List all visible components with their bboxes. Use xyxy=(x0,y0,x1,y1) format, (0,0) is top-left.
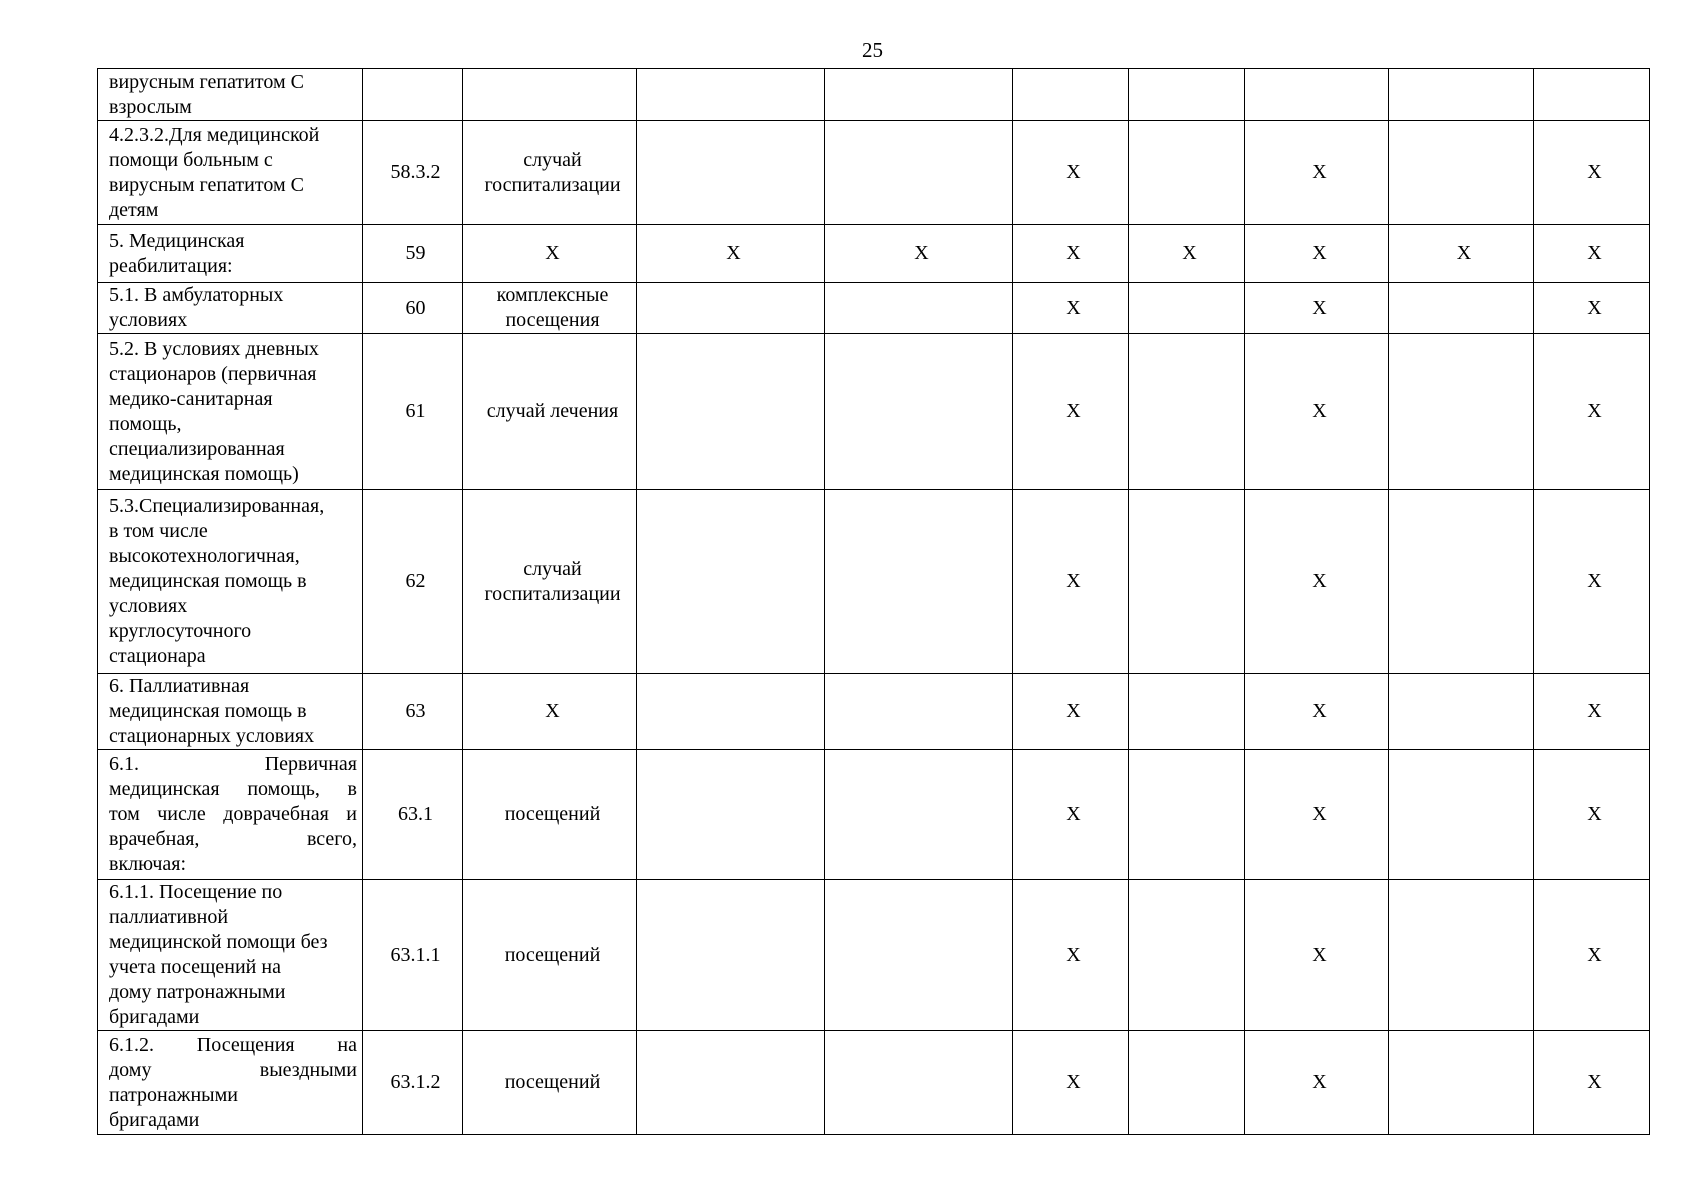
row-unit-cell xyxy=(463,674,637,750)
row-name-line: в том числе xyxy=(109,520,208,542)
row-code-cell xyxy=(363,69,463,121)
row-name-line: помощи больным с xyxy=(109,148,273,171)
data-table xyxy=(97,68,1650,1135)
row-name-line: 6. Паллиативная xyxy=(109,675,250,697)
row-value-cell: X xyxy=(1534,1031,1650,1135)
table-row xyxy=(98,283,1650,334)
row-code-cell: 61 xyxy=(363,334,463,490)
row-value-cell xyxy=(1129,283,1245,334)
row-value-cell: X xyxy=(1013,674,1129,750)
row-name-line: стационара xyxy=(109,645,206,667)
row-value-cell xyxy=(1129,69,1245,121)
row-value-cell xyxy=(825,880,1013,1031)
table-row xyxy=(98,1031,1650,1135)
row-unit-line: случай xyxy=(523,557,582,580)
row-value-cell: X xyxy=(1013,225,1129,283)
row-value-cell: X xyxy=(1534,750,1650,880)
row-value-cell: X xyxy=(1534,283,1650,334)
row-unit-line: госпитализации xyxy=(484,582,621,605)
table-row xyxy=(98,750,1650,880)
row-unit-line: госпитализации xyxy=(484,173,621,196)
row-name-line: медико-санитарная xyxy=(109,387,273,410)
row-name-line: 6.1.2. Посещения на xyxy=(109,1033,357,1056)
row-unit-cell xyxy=(463,490,637,674)
row-name-line: медицинская помощь в xyxy=(109,570,307,592)
row-value-cell xyxy=(825,334,1013,490)
row-value-cell: X xyxy=(1534,674,1650,750)
row-name-line: том числе доврачебная и xyxy=(109,803,357,825)
row-name-line: бригадами xyxy=(109,1108,200,1131)
row-unit-cell xyxy=(463,334,637,490)
row-value-cell xyxy=(1389,121,1534,225)
row-value-cell: X xyxy=(1534,121,1650,225)
row-value-cell: X xyxy=(1245,490,1389,674)
row-value-cell xyxy=(825,1031,1013,1135)
row-value-cell xyxy=(825,69,1013,121)
row-name-line: вирусным гепатитом С xyxy=(109,173,304,196)
row-value-cell xyxy=(825,490,1013,674)
row-name-cell xyxy=(98,750,363,880)
row-name-line: взрослым xyxy=(109,95,192,118)
row-value-cell: X xyxy=(1245,674,1389,750)
row-value-cell: X xyxy=(1129,225,1245,283)
row-name-line: 5.1. В амбулаторных xyxy=(109,284,284,306)
row-name-cell xyxy=(98,490,363,674)
row-name-line: круглосуточного xyxy=(109,620,252,642)
row-value-cell xyxy=(1389,880,1534,1031)
row-value-cell xyxy=(825,750,1013,880)
row-value-cell xyxy=(1245,69,1389,121)
row-value-cell: X xyxy=(825,225,1013,283)
row-name-cell xyxy=(98,121,363,225)
row-name-line: условиях xyxy=(109,309,188,331)
row-name-cell xyxy=(98,880,363,1031)
table-row xyxy=(98,69,1650,121)
row-name-line: стационаров (первичная xyxy=(109,362,317,385)
row-unit-line: X xyxy=(545,700,560,722)
row-name-line: бригадами xyxy=(109,1006,200,1028)
row-value-cell: X xyxy=(1013,880,1129,1031)
row-name-cell xyxy=(98,225,363,283)
row-value-cell xyxy=(637,69,825,121)
table-row xyxy=(98,880,1650,1031)
row-value-cell xyxy=(1013,69,1129,121)
row-name-line: учета посещений на xyxy=(109,956,281,978)
row-code-cell: 63.1.1 xyxy=(363,880,463,1031)
row-value-cell xyxy=(637,674,825,750)
row-name-line: 6.1.1. Посещение по xyxy=(109,881,283,903)
row-value-cell: X xyxy=(637,225,825,283)
row-value-cell xyxy=(1389,283,1534,334)
row-name-line: реабилитация: xyxy=(109,254,233,277)
row-unit-line: случай xyxy=(523,148,582,171)
row-name-cell xyxy=(98,674,363,750)
row-value-cell xyxy=(1129,880,1245,1031)
row-value-cell xyxy=(1129,750,1245,880)
row-value-cell: X xyxy=(1013,283,1129,334)
row-unit-cell xyxy=(463,880,637,1031)
row-value-cell: X xyxy=(1534,334,1650,490)
row-name-line: медицинская помощь) xyxy=(109,462,299,485)
row-value-cell: X xyxy=(1534,490,1650,674)
row-unit-cell xyxy=(463,121,637,225)
row-name-line: детям xyxy=(109,198,159,221)
row-unit-cell xyxy=(463,69,637,121)
row-value-cell xyxy=(637,334,825,490)
table-row xyxy=(98,225,1650,283)
row-value-cell: X xyxy=(1245,121,1389,225)
row-unit-line: посещения xyxy=(505,309,600,331)
row-value-cell: X xyxy=(1245,750,1389,880)
row-code-cell: 58.3.2 xyxy=(363,121,463,225)
row-name-cell xyxy=(98,69,363,121)
row-name-cell xyxy=(98,1031,363,1135)
row-value-cell: X xyxy=(1245,334,1389,490)
row-value-cell xyxy=(1389,1031,1534,1135)
row-value-cell xyxy=(637,283,825,334)
row-code-cell: 63.1.2 xyxy=(363,1031,463,1135)
row-value-cell: X xyxy=(1013,750,1129,880)
row-code-cell: 62 xyxy=(363,490,463,674)
row-name-line: дому патронажными xyxy=(109,981,286,1003)
row-value-cell xyxy=(1129,1031,1245,1135)
row-name-cell xyxy=(98,283,363,334)
row-value-cell: X xyxy=(1389,225,1534,283)
row-unit-line: случай лечения xyxy=(486,400,619,422)
row-value-cell xyxy=(825,674,1013,750)
row-name-line: медицинской помощи без xyxy=(109,931,328,953)
row-name-line: медицинская помощь в xyxy=(109,700,307,722)
row-value-cell xyxy=(1129,334,1245,490)
row-name-line: 6.1. Первичная xyxy=(109,753,357,775)
row-name-line: специализированная xyxy=(109,437,285,460)
row-value-cell xyxy=(1129,674,1245,750)
row-value-cell xyxy=(1389,490,1534,674)
row-value-cell xyxy=(637,880,825,1031)
row-value-cell: X xyxy=(1245,1031,1389,1135)
row-name-line: медицинская помощь, в xyxy=(109,778,357,800)
row-value-cell: X xyxy=(1534,880,1650,1031)
row-value-cell xyxy=(1389,674,1534,750)
row-name-line: дому выездными xyxy=(109,1058,357,1081)
row-name-cell xyxy=(98,334,363,490)
table-row xyxy=(98,674,1650,750)
row-code-cell: 63 xyxy=(363,674,463,750)
row-code-cell: 60 xyxy=(363,283,463,334)
page-number: 25 xyxy=(862,38,883,62)
row-unit-line: посещений xyxy=(504,1071,601,1093)
row-value-cell: X xyxy=(1013,1031,1129,1135)
row-value-cell: X xyxy=(1245,880,1389,1031)
row-value-cell xyxy=(637,750,825,880)
row-name-line: врачебная, всего, xyxy=(109,828,357,850)
row-value-cell: X xyxy=(1245,225,1389,283)
row-value-cell xyxy=(1389,69,1534,121)
row-name-line: включая: xyxy=(109,853,187,875)
row-value-cell xyxy=(637,490,825,674)
row-name-line: стационарных условиях xyxy=(109,725,315,747)
row-unit-cell xyxy=(463,1031,637,1135)
table-row xyxy=(98,121,1650,225)
row-name-line: патронажными xyxy=(109,1083,238,1106)
row-value-cell: X xyxy=(1534,225,1650,283)
row-value-cell xyxy=(1129,121,1245,225)
row-unit-line: X xyxy=(545,242,560,264)
row-value-cell: X xyxy=(1013,334,1129,490)
row-name-line: условиях xyxy=(109,595,188,617)
row-name-line: вирусным гепатитом С xyxy=(109,70,304,93)
row-code-cell: 63.1 xyxy=(363,750,463,880)
row-unit-line: посещений xyxy=(504,803,601,825)
row-value-cell xyxy=(637,121,825,225)
row-unit-line: посещений xyxy=(504,943,601,966)
table-row xyxy=(98,490,1650,674)
table-row xyxy=(98,334,1650,490)
row-unit-line: комплексные xyxy=(496,284,609,306)
row-value-cell xyxy=(825,283,1013,334)
row-value-cell xyxy=(1534,69,1650,121)
row-value-cell xyxy=(637,1031,825,1135)
row-name-line: 5.2. В условиях дневных xyxy=(109,337,319,360)
row-value-cell xyxy=(1129,490,1245,674)
row-code-cell: 59 xyxy=(363,225,463,283)
row-name-line: высокотехнологичная, xyxy=(109,545,300,567)
row-value-cell: X xyxy=(1013,490,1129,674)
row-name-line: помощь, xyxy=(109,412,182,435)
row-unit-cell xyxy=(463,283,637,334)
row-value-cell: X xyxy=(1013,121,1129,225)
row-name-line: 5.3.Специализированная, xyxy=(109,495,325,517)
row-value-cell xyxy=(1389,334,1534,490)
row-unit-cell xyxy=(463,225,637,283)
row-value-cell xyxy=(825,121,1013,225)
row-name-line: 4.2.3.2.Для медицинской xyxy=(109,123,320,146)
row-name-line: паллиативной xyxy=(109,906,229,928)
row-value-cell xyxy=(1389,750,1534,880)
row-name-line: 5. Медицинская xyxy=(109,229,245,252)
row-value-cell: X xyxy=(1245,283,1389,334)
row-unit-cell xyxy=(463,750,637,880)
